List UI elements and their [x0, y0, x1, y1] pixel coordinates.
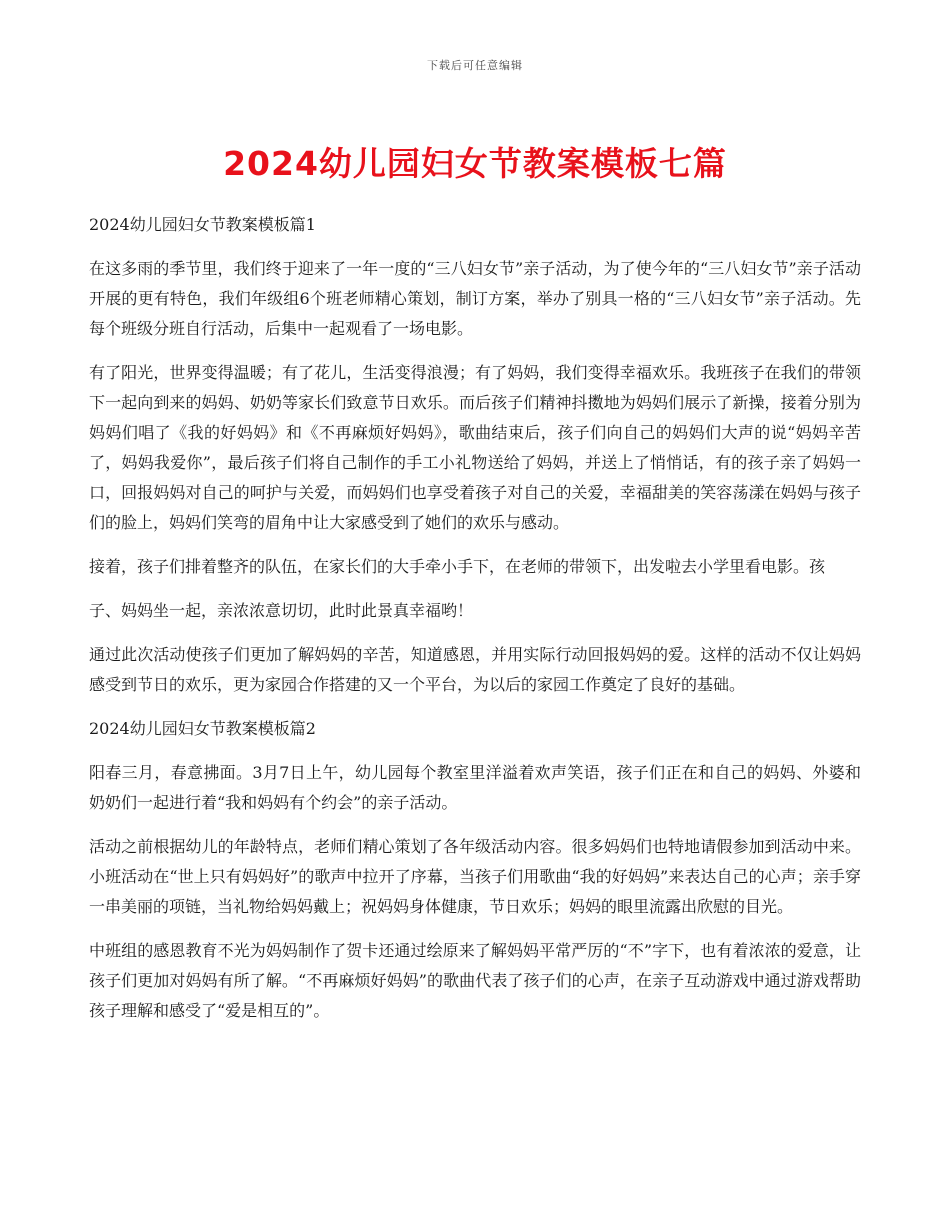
paragraph: 接着，孩子们排着整齐的队伍，在家长们的大手牵小手下，在老师的带领下，出发啦去小学里看电影。孩: [89, 557, 826, 576]
document-title: 2024幼儿园妇女节教案模板七篇: [223, 144, 727, 183]
paragraph: 通过此次活动使孩子们更加了解妈妈的辛苦，知道感恩，并用实际行动回报妈妈的爱。这样的活动不仅让妈妈感受到节日的欢乐，更为家园合作搭建的又一个平台，为以后的家园工作奠定了良好的基础。: [89, 645, 861, 694]
document-body: [89, 210, 861, 1040]
paragraph: 中班组的感恩教育不光为妈妈制作了贺卡还通过绘原来了解妈妈平常严厉的“不”字下，也有着浓浓的爱意，让孩子们更加对妈妈有所了解。“不再麻烦好妈妈”的歌曲代表了孩子们的心声，在亲子互动游戏中通过游戏帮助孩子理解和感受了“爱是相互的”。: [89, 941, 861, 1020]
paragraph: 活动之前根据幼儿的年龄特点，老师们精心策划了各年级活动内容。很多妈妈们也特地请假参加到活动中来。小班活动在“世上只有妈妈好”的歌声中拉开了序幕，当孩子们用歌曲“我的好妈妈”来表达自己的心声；亲手穿一串美丽的项链，当礼物给妈妈戴上；祝妈妈身体健康，节日欢乐；妈妈的眼里流露出欣慰的目光。: [89, 837, 861, 916]
paragraph: 阳春三月，春意拂面。3月7日上午，幼儿园每个教室里洋溢着欢声笑语，孩子们正在和自己的妈妈、外婆和奶奶们一起进行着“我和妈妈有个约会”的亲子活动。: [89, 763, 861, 812]
header-note: 下载后可任意编辑: [427, 59, 523, 72]
paragraph: 子、妈妈坐一起，亲浓浓意切切，此时此景真幸福哟！: [89, 601, 474, 620]
section-heading: 2024幼儿园妇女节教案模板篇2: [89, 719, 316, 738]
paragraph: 有了阳光，世界变得温暖；有了花儿，生活变得浪漫；有了妈妈，我们变得幸福欢乐。我班孩子在我们的带领下一起向到来的妈妈、奶奶等家长们致意节日欢乐。而后孩子们精神抖擞地为妈妈们展示了新操，接着分别为妈妈们唱了《我的好妈妈》和《不再麻烦好妈妈》，歌曲结束后，孩子们向自己的妈妈们大声的说“妈妈辛苦了，妈妈我爱你”，最后孩子们将自己制作的手工小礼物送给了妈妈，并送上了悄悄话，有的孩子亲了妈妈一口，回报妈妈对自己的呵护与关爱，而妈妈们也享受着孩子对自己的关爱，幸福甜美的笑容荡漾在妈妈与孩子们的脸上，妈妈们笑弯的眉角中让大家感受到了她们的欢乐与感动。: [89, 363, 861, 532]
section-heading: 2024幼儿园妇女节教案模板篇1: [89, 215, 316, 234]
paragraph: 在这多雨的季节里，我们终于迎来了一年一度的“三八妇女节”亲子活动，为了使今年的“三八妇女节”亲子活动开展的更有特色，我们年级组6个班老师精心策划，制订方案，举办了别具一格的“三八妇女节”亲子活动。先每个班级分班自行活动，后集中一起观看了一场电影。: [89, 259, 861, 338]
